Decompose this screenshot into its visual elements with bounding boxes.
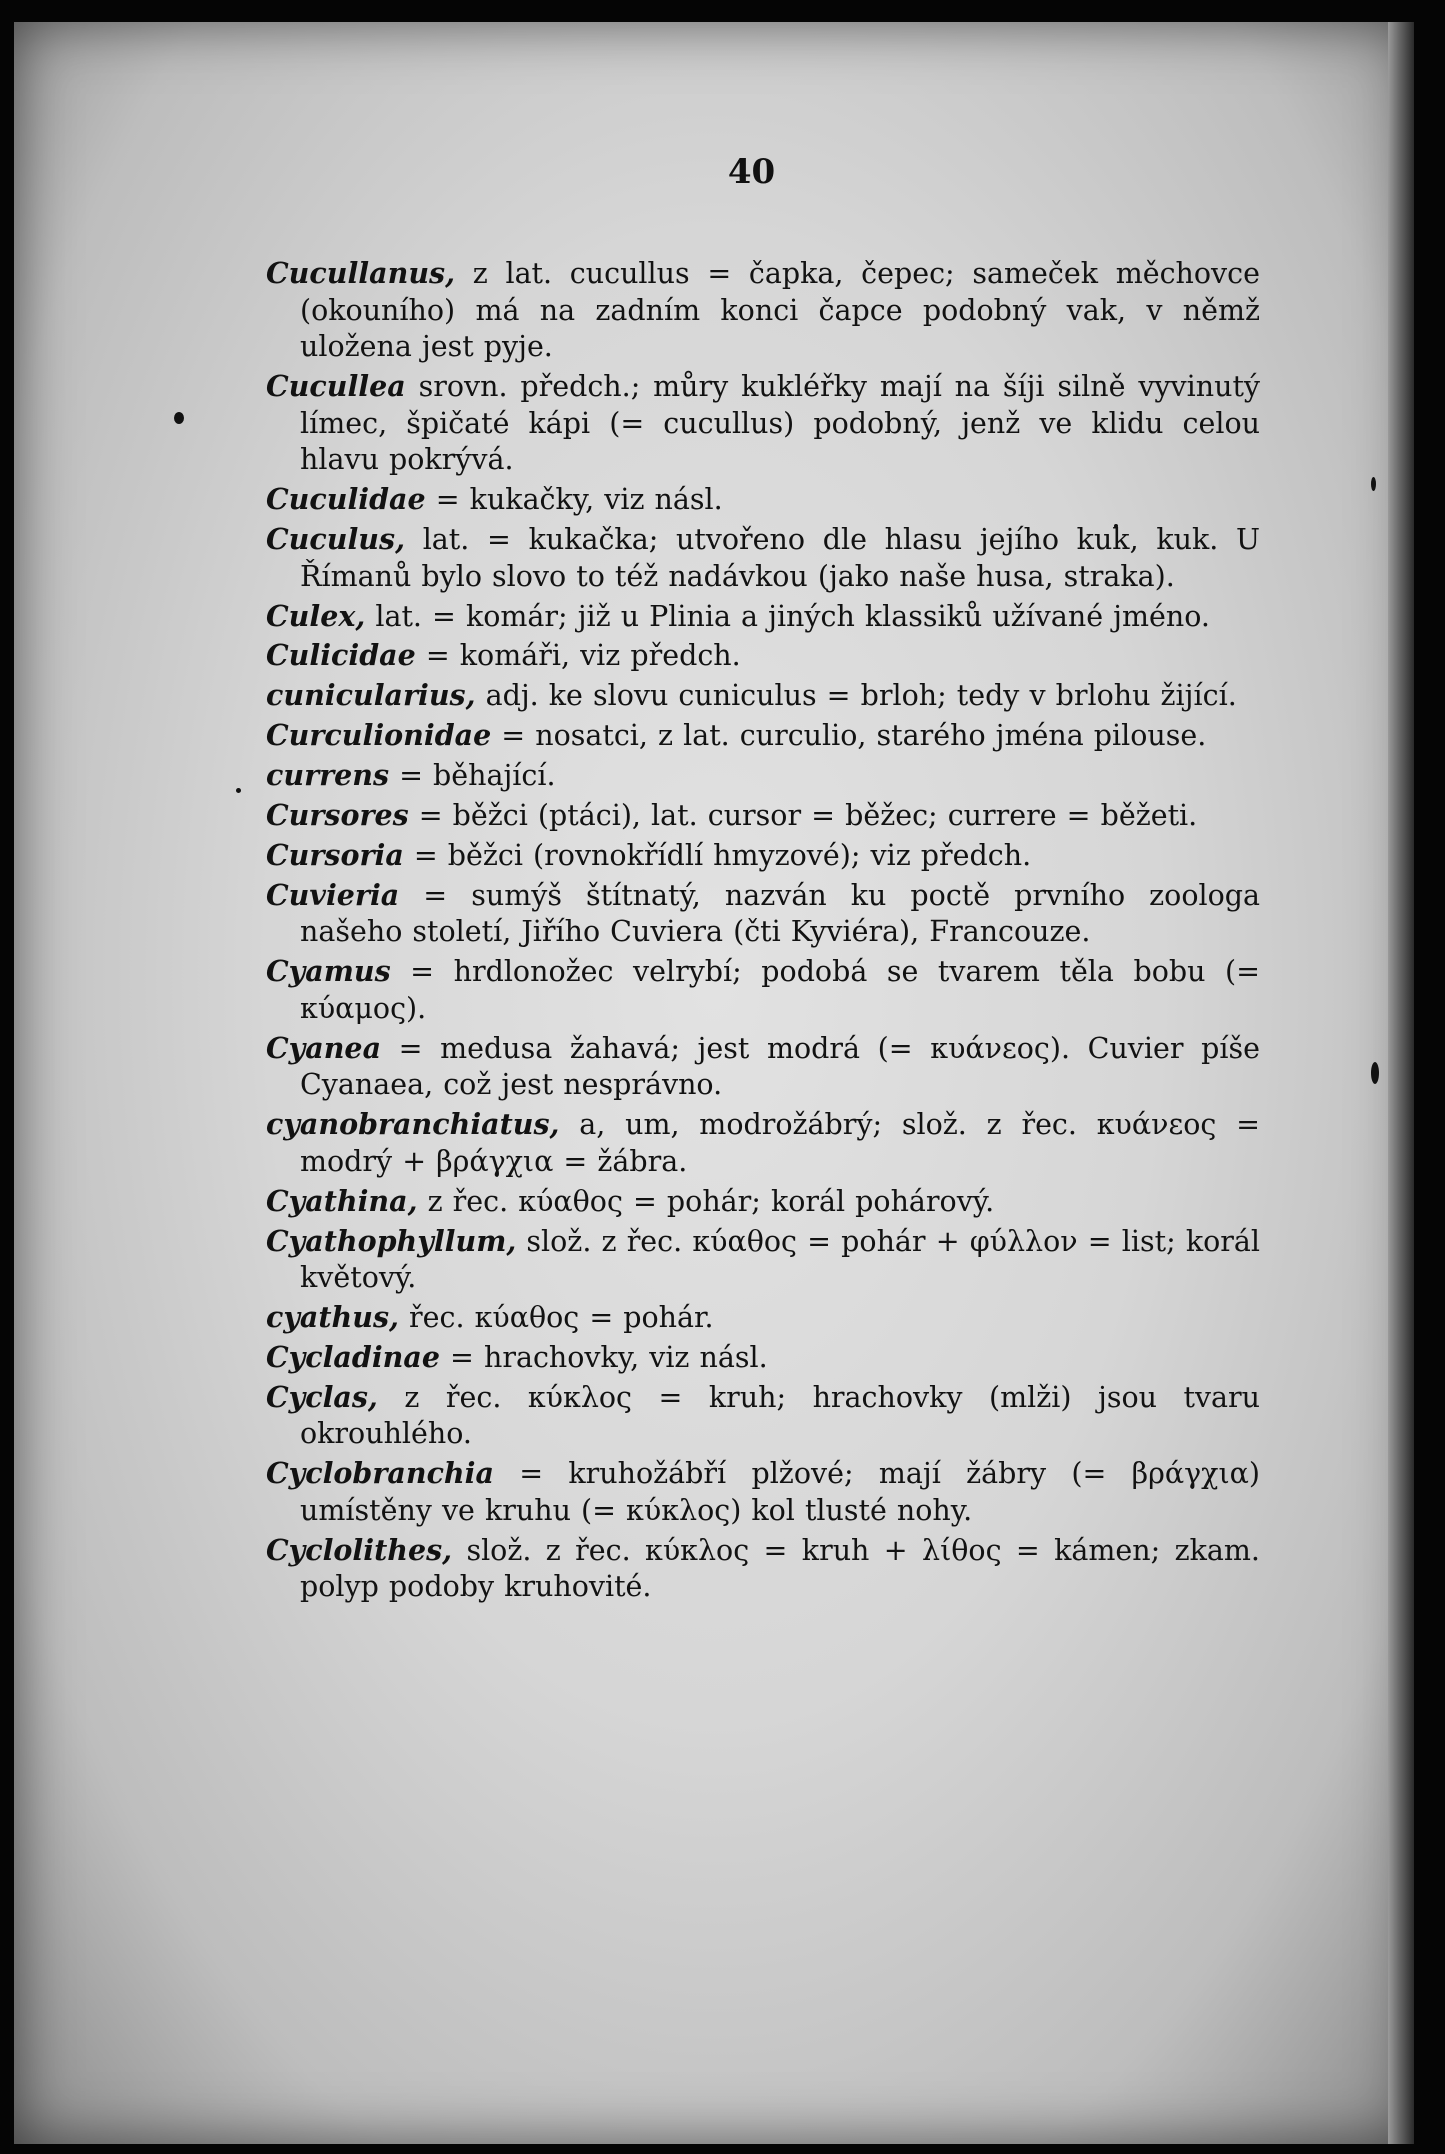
scan-speck: [1371, 477, 1376, 491]
dictionary-entry: [266, 1223, 1260, 1297]
scan-speck: [1371, 1062, 1379, 1084]
dictionary-entry: [266, 797, 1260, 835]
entry-text: = hrachovky, viz násl.: [439, 1340, 768, 1374]
entry-headword: Cursores: [266, 797, 409, 832]
entry-headword: cyathus,: [266, 1300, 399, 1335]
entry-headword: Cyathina,: [266, 1183, 418, 1218]
entry-headword: Cuculus,: [266, 522, 405, 557]
entry-headword: Cyanea: [266, 1030, 382, 1065]
dictionary-entry: [266, 717, 1260, 755]
entry-headword: Cyathophyllum,: [266, 1223, 517, 1258]
entry-text: = komáři, viz předch.: [415, 639, 741, 673]
entry-headword: Cyclas,: [266, 1379, 378, 1414]
entry-headword: Cucullea: [266, 369, 406, 404]
entry-text: slož. z řec. κύκλος = kruh + λίθος = kámen; zkam. polyp podoby kruhovité.: [300, 1533, 1260, 1604]
entry-text: řec. κύαθος = pohár.: [398, 1301, 714, 1335]
dictionary-entry: [266, 1299, 1260, 1337]
entry-text: lat. = komár; již u Plinia a jiných klassiků užívané jméno.: [365, 599, 1210, 633]
entry-text: a, um, modrožábrý; slož. z řec. κυάνεος = modrý + βράγχια = žábra.: [300, 1108, 1260, 1178]
dictionary-entry: [266, 837, 1260, 875]
scan-speck: [174, 412, 184, 424]
entry-headword: Cuvieria: [266, 877, 400, 912]
dictionary-entry: [266, 1106, 1260, 1180]
entry-text: = běžci (ptáci), lat. cursor = běžec; currere = běžeti.: [408, 798, 1198, 832]
entry-text: = běhající.: [389, 759, 556, 793]
dictionary-entry: [266, 757, 1260, 795]
entry-headword: currens: [266, 758, 390, 793]
entry-headword: Cyamus: [266, 954, 391, 989]
entry-text: slož. z řec. κύαθος = pohár + φύλλον = list; korál květový.: [300, 1224, 1260, 1295]
page-edge-shadow: [1388, 22, 1414, 2144]
entry-text: z řec. κύαθος = pohár; korál pohárový.: [417, 1184, 995, 1218]
scan-speck: [236, 788, 241, 793]
dictionary-entries: [266, 255, 1260, 1608]
dictionary-entry: [266, 637, 1260, 675]
entry-headword: Cycladinae: [266, 1339, 440, 1374]
entry-headword: Cuculidae: [266, 482, 426, 517]
dictionary-entry: [266, 598, 1260, 636]
entry-text: = kukačky, viz násl.: [425, 483, 723, 517]
entry-text: = sumýš štítnatý, nazván ku poctě prvního zoologa našeho století, Jiřího Cuviera (čti Kyviéra), Francouze.: [300, 878, 1260, 949]
entry-text: = kruhožábří plžové; mají žábry (= βράγχια) umístěny ve kruhu (= κύκλος) kol tlusté nohy.: [300, 1457, 1260, 1527]
entry-text: = medusa žahavá; jest modrá (= κυάνεος). Cuvier píše Cyanaea, což jest nesprávno.: [300, 1031, 1260, 1102]
dictionary-entry: [266, 1183, 1260, 1221]
dictionary-entry: [266, 877, 1260, 951]
entry-text: z řec. κύκλος = kruh; hrachovky (mlži) jsou tvaru okrouhlého.: [300, 1380, 1260, 1451]
entry-headword: Culex,: [266, 598, 366, 633]
dictionary-entry: [266, 1455, 1260, 1529]
dictionary-entry: [266, 953, 1260, 1027]
dictionary-entry: [266, 1379, 1260, 1453]
entry-headword: cunicularius,: [266, 678, 476, 713]
page-number: 40: [727, 152, 776, 192]
entry-headword: Cyclobranchia: [266, 1456, 494, 1491]
entry-headword: cyanobranchiatus,: [266, 1107, 560, 1142]
dictionary-entry: [266, 255, 1260, 366]
dictionary-entry: [266, 521, 1260, 595]
dictionary-entry: [266, 481, 1260, 519]
entry-headword: Cyclolithes,: [266, 1532, 453, 1567]
entry-text: z lat. cucullus = čapka, čepec; sameček měchovce (okouního) má na zadním konci čapce podobný vak, v němž uložena jest pyje.: [300, 257, 1260, 364]
entry-headword: Cucullanus,: [266, 256, 456, 290]
dictionary-entry: [266, 1532, 1260, 1606]
entry-text: lat. = kukačka; utvořeno dle hlasu jejího kuk, kuk. U Římanů bylo slovo to též nadávkou (jako naše husa, straka).: [300, 523, 1260, 593]
dictionary-entry: [266, 677, 1260, 715]
entry-text: adj. ke slovu cuniculus = brloh; tedy v brlohu žijící.: [475, 679, 1237, 713]
entry-text: srovn. předch.; můry kukléřky mají na šíji silně vyvinutý límec, špičaté kápi (= cucullus) podobný, jenž ve klidu celou hlavu pokrývá.: [300, 370, 1260, 477]
entry-headword: Curculionidae: [266, 718, 492, 753]
entry-text: = nosatci, z lat. curculio, starého jména pilouse.: [491, 719, 1207, 753]
entry-headword: Cursoria: [266, 837, 404, 872]
dictionary-entry: [266, 368, 1260, 479]
dictionary-entry: [266, 1339, 1260, 1377]
entry-text: = běžci (rovnokřídlí hmyzové); viz předch.: [403, 838, 1032, 872]
entry-text: = hrdlonožec velrybí; podobá se tvarem těla bobu (= κύαμος).: [300, 955, 1260, 1025]
dictionary-entry: [266, 1030, 1260, 1104]
entry-headword: Culicidae: [266, 638, 416, 673]
